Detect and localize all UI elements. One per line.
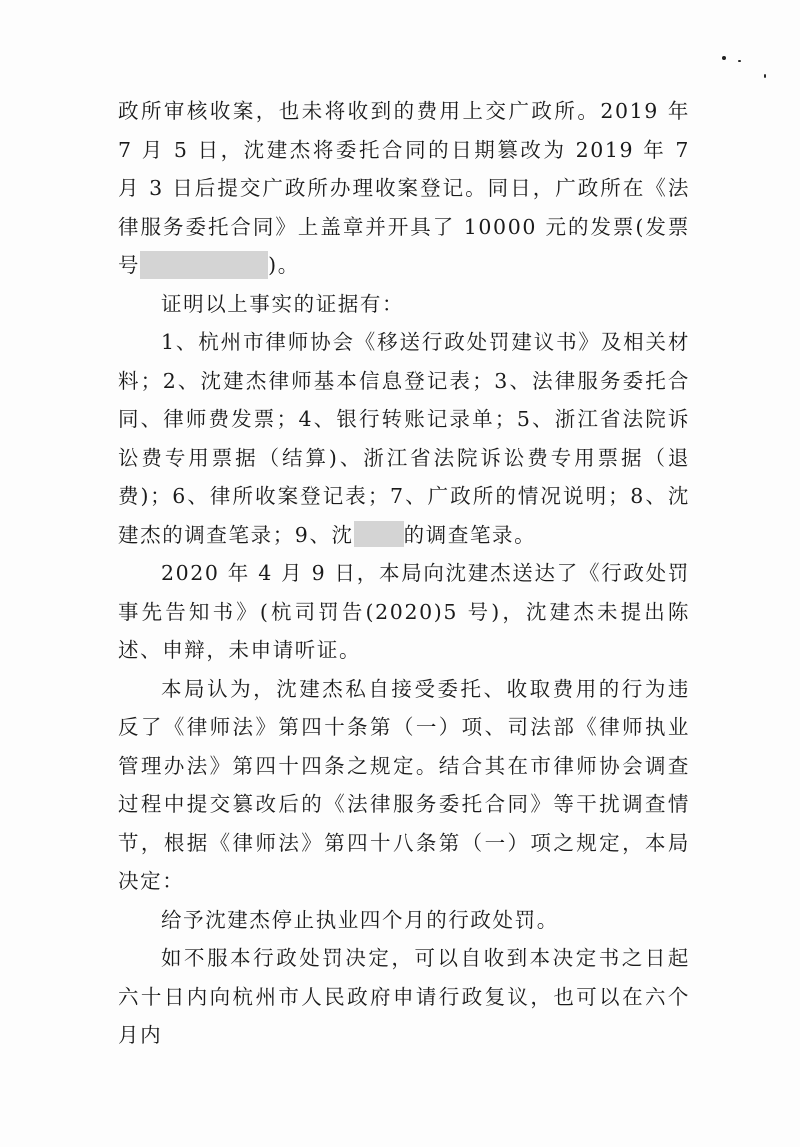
paragraph-notice-served: 2020 年 4 月 9 日，本局向沈建杰送达了《行政处罚事先告知书》(杭司罚告(2020)5 号)，沈建杰未提出陈述、申辩，未申请听证。 — [118, 561, 690, 662]
scan-specks — [720, 48, 780, 88]
paragraph-continued-fact — [118, 92, 690, 285]
paragraph-text: 政所审核收案，也未将收到的费用上交广政所。2019 年 7 月 5 日，沈建杰将委托合同的日期篡改为 2019 年 7 月 3 日后提交广政所办理收案登记。同日，广政所在《法律服务委托合同》上盖章并开具了 10000 元的发票(发票号 — [118, 99, 690, 277]
paragraph-evidence-list — [118, 323, 690, 554]
paragraph-evidence-heading: 证明以上事实的证据有： — [161, 291, 405, 316]
scan-speck — [764, 74, 766, 78]
document-body — [118, 92, 690, 1055]
scan-speck — [738, 60, 741, 62]
scan-speck — [722, 56, 726, 60]
redacted-invoice-number — [140, 251, 268, 279]
redacted-name — [354, 521, 404, 547]
paragraph-penalty: 给予沈建杰停止执业四个月的行政处罚。 — [161, 907, 559, 932]
paragraph-appeal-rights: 如不服本行政处罚决定，可以自收到本决定书之日起六十日内向杭州市人民政府申请行政复议，也可以在六个月内 — [118, 946, 690, 1047]
paragraph-bureau-finding: 本局认为，沈建杰私自接受委托、收取费用的行为违反了《律师法》第四十条第（一）项、司法部《律师执业管理办法》第四十四条之规定。结合其在市律师协会调查过程中提交篡改后的《法律服务委托合同》等干扰调查情节，根据《律师法》第四十八条第（一）项之规定，本局决定： — [118, 676, 690, 893]
paragraph-text: 1、杭州市律师协会《移送行政处罚建议书》及相关材料；2、沈建杰律师基本信息登记表；3、法律服务委托合同、律师费发票；4、银行转账记录单；5、浙江省法院诉讼费专用票据（结算)、浙江省法院诉讼费专用票据（退费)；6、律所收案登记表；7、广政所的情况说明；8、沈建杰的调查笔录；9、沈 — [118, 330, 690, 547]
paragraph-text: )。 — [268, 253, 300, 277]
paragraph-text: 的调查笔录。 — [403, 522, 537, 547]
